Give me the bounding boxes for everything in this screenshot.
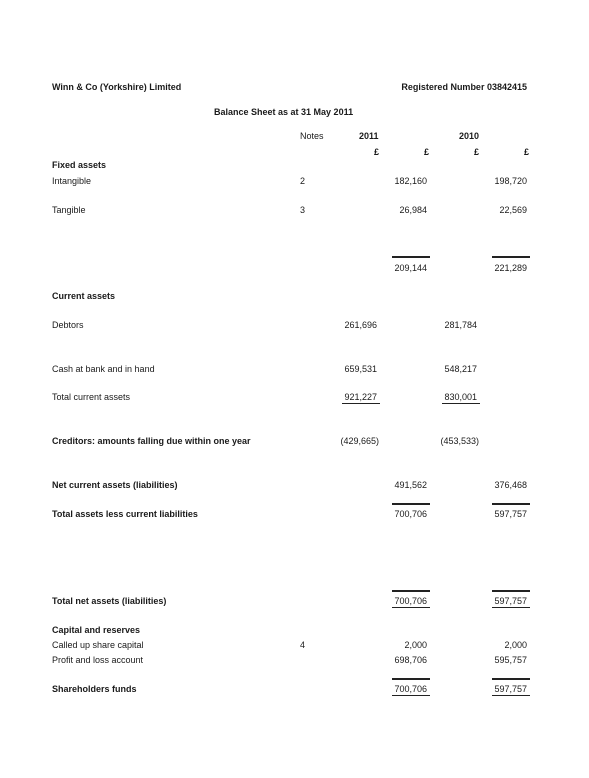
profit-loss-label: Profit and loss account — [52, 655, 144, 665]
tangible-2011: 26,984 — [399, 205, 427, 215]
creditors-2010: (453,533) — [440, 436, 479, 446]
debtors-label: Debtors — [52, 320, 84, 330]
tangible-note: 3 — [300, 205, 306, 215]
creditors-2011: (429,665) — [340, 436, 379, 446]
total-assets-less-2010: 597,757 — [494, 509, 527, 519]
intangible-2010: 198,720 — [494, 176, 527, 186]
year-2010-header: 2010 — [459, 131, 480, 141]
intangible-note: 2 — [300, 176, 306, 186]
fixed-assets-heading: Fixed assets — [52, 160, 107, 170]
net-current-assets-label: Net current assets (liabilities) — [52, 480, 178, 490]
total-current-assets-label: Total current assets — [52, 392, 131, 402]
net-current-assets-2010: 376,468 — [494, 480, 527, 490]
fixed-assets-total-2011: 209,144 — [394, 263, 427, 273]
tna-top-rule-2011 — [392, 590, 430, 592]
currency-col1: £ — [374, 147, 380, 157]
total-assets-less-label: Total assets less current liabilities — [52, 509, 198, 519]
currency-col2: £ — [424, 147, 430, 157]
total-net-assets-label: Total net assets (liabilities) — [52, 596, 167, 606]
total-net-assets-2011: 700,706 — [394, 596, 427, 606]
current-total-underline-2010 — [442, 403, 480, 404]
company-name: Winn & Co (Yorkshire) Limited — [52, 82, 182, 92]
share-capital-note: 4 — [300, 640, 306, 650]
cash-label: Cash at bank and in hand — [52, 364, 155, 374]
shareholders-funds-2010: 597,757 — [494, 684, 527, 694]
total-assets-less-2011: 700,706 — [394, 509, 427, 519]
cash-2011: 659,531 — [344, 364, 377, 374]
tal-rule-2010 — [492, 503, 530, 505]
capital-reserves-heading: Capital and reserves — [52, 625, 141, 635]
net-current-assets-2011: 491,562 — [394, 480, 427, 490]
registered-number: Registered Number 03842415 — [401, 82, 527, 92]
fixed-total-rule-2011 — [392, 256, 430, 258]
share-capital-2010: 2,000 — [504, 640, 527, 650]
fixed-total-rule-2010 — [492, 256, 530, 258]
notes-header: Notes — [300, 131, 324, 141]
shf-bottom-rule-2010 — [492, 695, 530, 696]
shf-top-rule-2011 — [392, 678, 430, 680]
total-net-assets-2010: 597,757 — [494, 596, 527, 606]
tangible-label: Tangible — [52, 205, 86, 215]
profit-loss-2010: 595,757 — [494, 655, 527, 665]
currency-col4: £ — [524, 147, 530, 157]
total-current-assets-2010: 830,001 — [444, 392, 477, 402]
intangible-2011: 182,160 — [394, 176, 427, 186]
creditors-label: Creditors: amounts falling due within one year — [52, 436, 251, 446]
currency-col3: £ — [474, 147, 480, 157]
current-assets-heading: Current assets — [52, 291, 116, 301]
fixed-assets-total-2010: 221,289 — [494, 263, 527, 273]
debtors-2010: 281,784 — [444, 320, 477, 330]
share-capital-2011: 2,000 — [404, 640, 427, 650]
total-current-assets-2011: 921,227 — [344, 392, 377, 402]
shf-bottom-rule-2011 — [392, 695, 430, 696]
cash-2010: 548,217 — [444, 364, 477, 374]
profit-loss-2011: 698,706 — [394, 655, 427, 665]
shareholders-funds-2011: 700,706 — [394, 684, 427, 694]
shareholders-funds-label: Shareholders funds — [52, 684, 137, 694]
tna-bottom-rule-2011 — [392, 607, 430, 608]
tna-bottom-rule-2010 — [492, 607, 530, 608]
debtors-2011: 261,696 — [344, 320, 377, 330]
tangible-2010: 22,569 — [499, 205, 527, 215]
intangible-label: Intangible — [52, 176, 92, 186]
year-2011-header: 2011 — [359, 131, 379, 141]
tal-rule-2011 — [392, 503, 430, 505]
tna-top-rule-2010 — [492, 590, 530, 592]
share-capital-label: Called up share capital — [52, 640, 144, 650]
page-title: Balance Sheet as at 31 May 2011 — [214, 107, 354, 117]
shf-top-rule-2010 — [492, 678, 530, 680]
current-total-underline-2011 — [342, 403, 380, 404]
